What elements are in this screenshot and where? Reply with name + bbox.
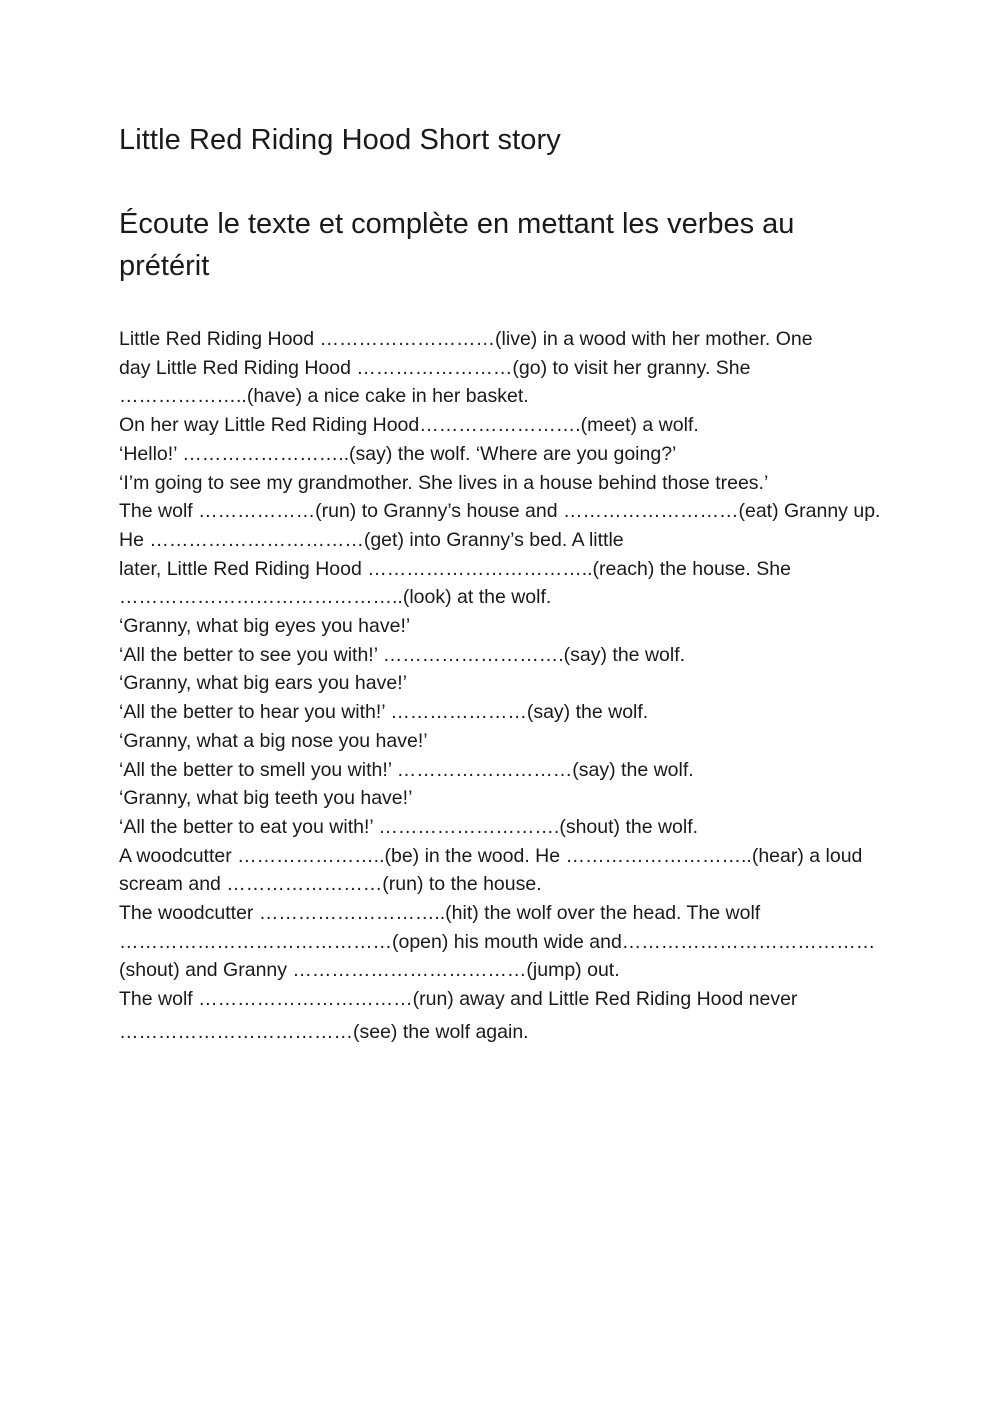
story-line: day Little Red Riding Hood ……………………(go) to visit her granny. She (119, 356, 751, 379)
story-line: ‘All the better to eat you with!’ ……………………….(shout) the wolf. (119, 815, 699, 838)
story-line: ………………………………(see) the wolf again. (119, 1020, 529, 1043)
worksheet-title: Little Red Riding Hood Short story (119, 124, 561, 156)
story-line: The woodcutter ………………………..(hit) the wolf over the head. The wolf (119, 902, 761, 925)
story-line: ‘All the better to hear you with!’ …………………(say) the wolf. (119, 701, 649, 724)
story-line: A woodcutter …………………..(be) in the wood. He ………………………..(hear) a loud (119, 844, 863, 867)
story-line: ‘Hello!’ ……………………..(say) the wolf. ‘Where are you going?’ (119, 442, 677, 465)
story-line: ‘Granny, what big ears you have!’ (119, 672, 407, 695)
story-line: Little Red Riding Hood ………………………(live) in a wood with her mother. One (119, 328, 813, 350)
story-line: On her way Little Red Riding Hood…………………….(meet) a wolf. (119, 414, 699, 437)
story-line: scream and ……………………(run) to the house. (119, 873, 542, 896)
story-line: (shout) and Granny ………………………………(jump) out. (119, 959, 620, 982)
story-line: ……………………………………..(look) at the wolf. (119, 586, 552, 609)
story-text (119, 325, 919, 1047)
story-line: ‘Granny, what big teeth you have!’ (119, 787, 413, 810)
story-line: later, Little Red Riding Hood ……………………………..(reach) the house. She (119, 557, 791, 580)
story-line: The wolf ……………………………(run) away and Little Red Riding Hood never (119, 988, 798, 1011)
story-line: ‘Granny, what a big nose you have!’ (119, 729, 428, 752)
exercise-instructions: Écoute le texte et complète en mettant les verbes au prétérit (119, 208, 795, 282)
story-line: ‘Granny, what big eyes you have!’ (119, 615, 411, 638)
story-line: ………………..(have) a nice cake in her basket. (119, 385, 529, 408)
story-line: ‘All the better to see you with!’ ……………………….(say) the wolf. (119, 643, 686, 666)
story-line: ……………………………………(open) his mouth wide and………………………………… (119, 930, 876, 953)
story-line: The wolf ………………(run) to Granny’s house and ………………………(eat) Granny up. (119, 500, 881, 523)
story-line: ‘All the better to smell you with!’ ………………………(say) the wolf. (119, 758, 694, 781)
story-line: He ……………………………(get) into Granny’s bed. A little (119, 528, 624, 551)
story-line: ‘I’m going to see my grandmother. She lives in a house behind those trees.’ (119, 471, 769, 494)
